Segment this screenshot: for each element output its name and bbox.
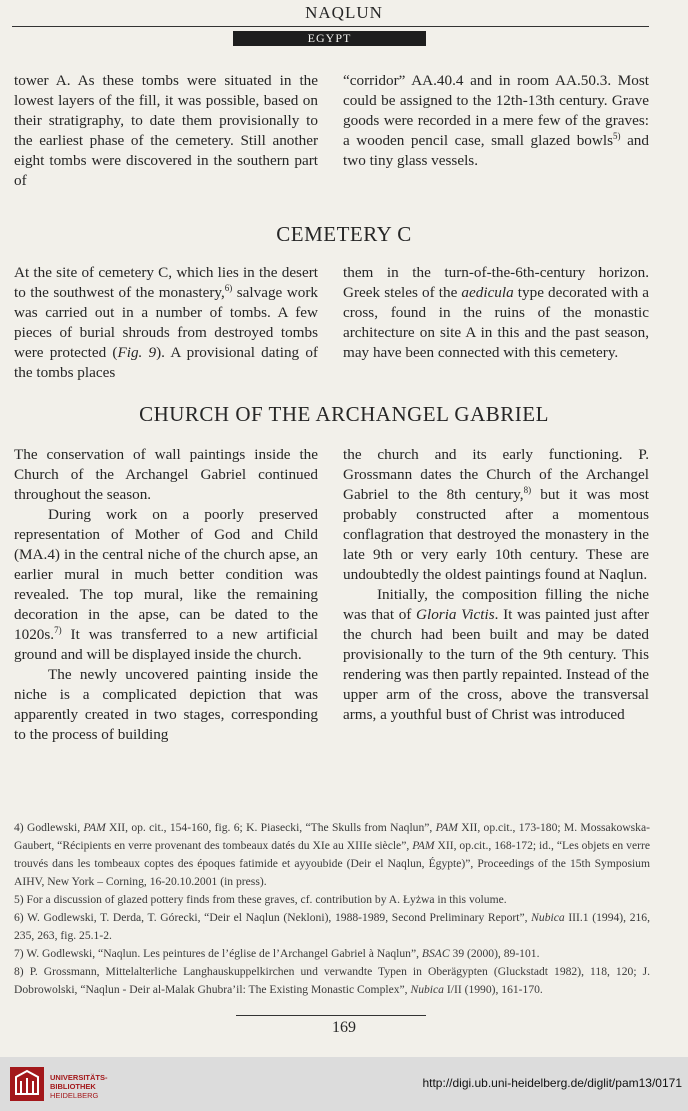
digital-library-url[interactable]: http://digi.ub.uni-heidelberg.de/diglit/pam13/0171	[422, 1076, 682, 1090]
figure-ref[interactable]: Fig. 9	[117, 344, 157, 361]
intro-right-text: “corridor” AA.40.4 and in room AA.50.3. Most could be assigned to the 12th-13th century. Grave goods were recorded in a mere few of the graves: a wooden pencil case, small glazed bowls$^{5)}$ and two tiny glass vessels.	[343, 72, 649, 169]
church-left-p2: During work on a poorly preserved representation of Mother of God and Child (MA.4) in the central niche of the church apse, an earlier mural in much better condition was revealed. The top mural, like the remaining decoration in the apse, can be dated to the 1020s.$^{7)}$ It was transferred to a new artificial ground and will be displayed inside the church.	[14, 506, 318, 663]
running-head-title: NAQLUN	[305, 3, 383, 22]
section-heading-cemetery: CEMETERY C	[276, 222, 412, 246]
section-heading-church: CHURCH OF THE ARCHANGEL GABRIEL	[139, 402, 549, 426]
church-left-p3: The newly uncovered painting inside the niche is a complicated depiction that was apparently created in two stages, corresponding to the process of building	[14, 666, 318, 743]
footnote-ref-6[interactable]: 6)	[224, 283, 233, 293]
church-left-column	[14, 445, 318, 745]
footnote-4: 4) Godlewski, PAM XII, op. cit., 154-160, fig. 6; K. Piasecki, “The Skulls from Naqlun”, PAM XII, op.cit., 173-180; M. Mossakowska-Gaubert, “Récipients en verre provenant des tombeaux datés du XIe au XIIIe siècle”, PAM XII, op.cit., 168-172; id., “Les objets en verre trouvés dans les tombeaux coptes des époques fatimide et ayyoubide (Deir el Naqlun, Égypte)”, Proceedings of the 15th Symposium AIHV, New York – Corning, 16-20.10.2001 (in press).	[14, 821, 650, 888]
page-number-rule	[236, 1015, 426, 1016]
church-left-p1: The conservation of wall paintings inside the Church of the Archangel Gabriel continued throughout the season.	[14, 446, 318, 503]
footnotes	[14, 819, 650, 999]
footnote-6: 6) W. Godlewski, T. Derda, T. Górecki, “Deir el Naqlun (Nekloni), 1988-1989, Second Preliminary Report”, Nubica III.1 (1994), 216, 235, 263, fig. 25.1-2.	[14, 911, 650, 942]
running-head-subtitle: EGYPT	[233, 31, 426, 46]
footnote-ref-7[interactable]: 7)	[54, 625, 62, 635]
header-rule	[12, 26, 649, 27]
cemetery-right-text: them in the turn-of-the-6th-century horizon. Greek steles of the aedicula type decorated with a cross, found in the ruins of the monastic architecture on site A in this and the past season, may have been connected with this cemetery.	[343, 264, 649, 361]
page-number: 169	[332, 1019, 356, 1036]
library-name: UNIVERSITÄTS- BIBLIOTHEK HEIDELBERG	[50, 1073, 108, 1100]
church-right-p1: the church and its early functioning. P. Grossmann dates the Church of the Archangel Gabriel to the 8th century,$^{8)}$ but it was most probably constructed after a momentous conflagration that destroyed the monastery in the late 9th or very early 10th century. These are undoubtedly the oldest paintings found at Naqlun.	[343, 446, 649, 583]
cemetery-left-column	[14, 263, 318, 383]
footnote-ref-8[interactable]: 8)	[523, 485, 532, 495]
intro-left-column	[14, 71, 318, 191]
footnote-ref-5[interactable]: 5)	[613, 131, 621, 141]
church-right-column	[343, 445, 649, 725]
footnote-5: 5) For a discussion of glazed pottery finds from these graves, cf. contribution by A. Łyżwa in this volume.	[14, 893, 507, 906]
cemetery-right-column	[343, 263, 649, 363]
library-logo-icon[interactable]	[10, 1067, 44, 1101]
footnote-8: 8) P. Grossmann, Mittelalterliche Langhauskuppelkirchen und verwandte Typen in Oberägypten (Gluckstadt 1982), 118, 120; J. Dobrowolski, “Naqlun - Deir al-Malak Ghubra’il: The Existing Monastic Complex”, Nubica I/II (1990), 161-170.	[14, 965, 650, 996]
church-right-p2: Initially, the composition filling the niche was that of Gloria Victis. It was painted just after the church had been built and may be dated provisionally to the turn of the 9th century. This rendering was then partly repainted. Instead of the upper arm of the cross, above the transversal arms, a youthful bust of Christ was introduced	[343, 586, 650, 723]
library-footer	[0, 1057, 688, 1111]
footnote-7: 7) W. Godlewski, “Naqlun. Les peintures de l’église de l’Archangel Gabriel à Naqlun”, BSAC 39 (2000), 89-101.	[14, 947, 540, 960]
intro-right-column	[343, 71, 649, 171]
intro-left-text: tower A. As these tombs were situated in the lowest layers of the fill, it was possible, based on their stratigraphy, to date them provisionally to the earliest phase of the cemetery. Still another eight tombs were discovered in the southern part of	[14, 72, 318, 189]
cemetery-left-text: At the site of cemetery C, which lies in the desert to the southwest of the monastery,$^{6)}$ salvage work was carried out in a number of tombs. A few pieces of burial shrouds from destroyed tombs were protected (Fig. 9). A provisional dating of the tombs places	[14, 264, 318, 381]
